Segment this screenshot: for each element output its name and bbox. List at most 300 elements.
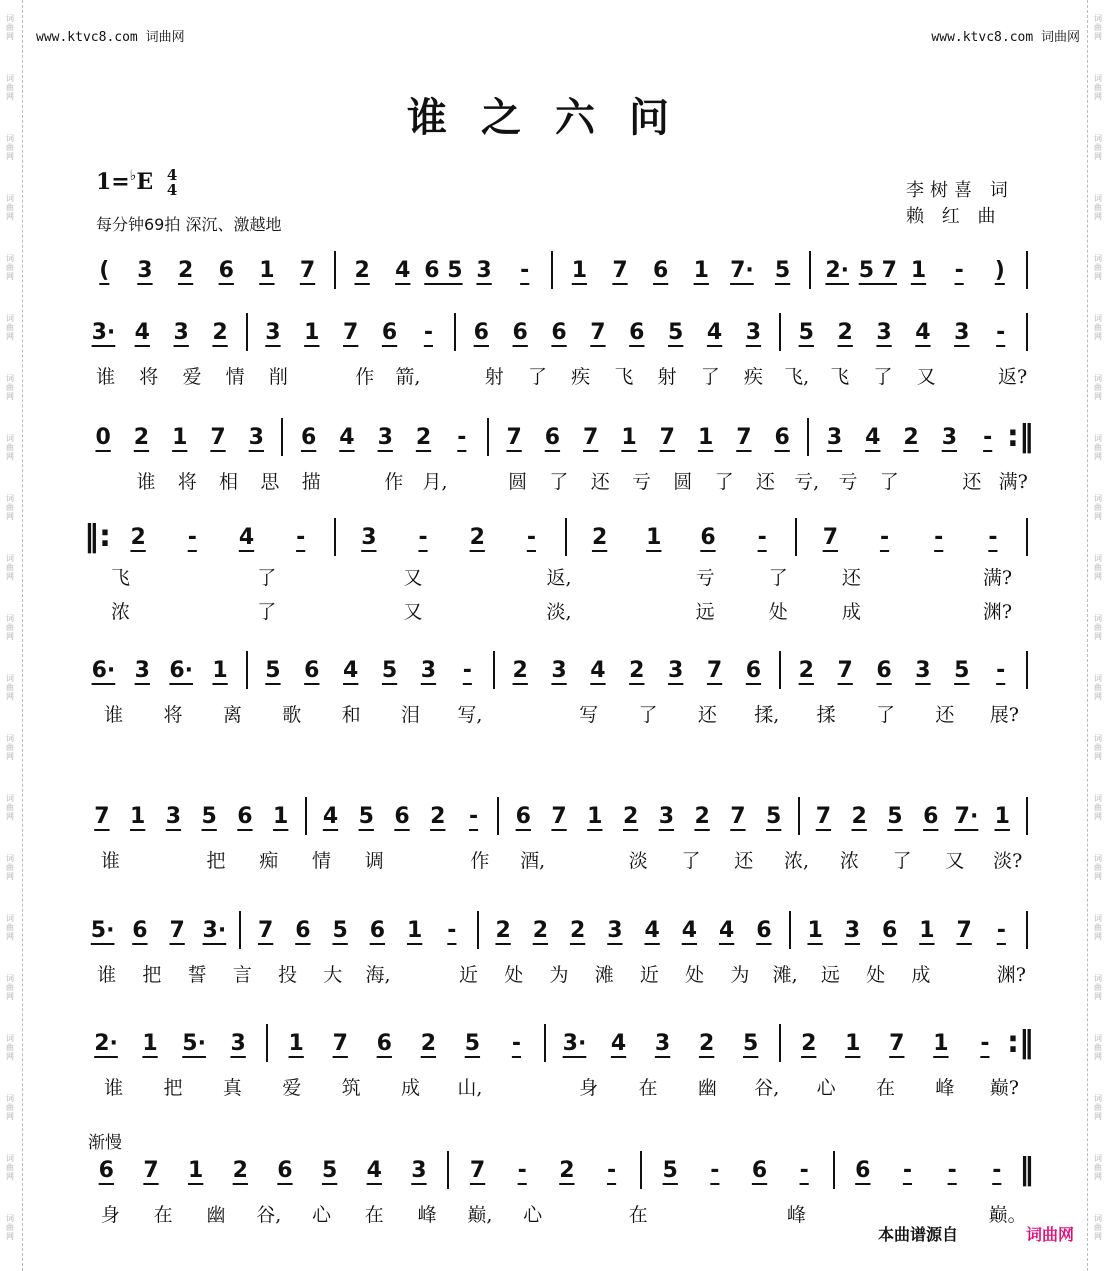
note: 1 — [646, 524, 662, 550]
note: 3 — [248, 424, 264, 450]
lyric-syllable — [596, 563, 669, 590]
lyric-syllable: 圆 — [508, 471, 528, 493]
bar-line — [493, 651, 495, 689]
note: 7 — [956, 917, 972, 943]
note: 3 — [745, 319, 762, 345]
lyric-syllable: 把 — [142, 964, 162, 986]
lyric-syllable: 调 — [364, 850, 384, 872]
lyric-syllable: 月, — [422, 471, 448, 493]
bar-line — [239, 911, 241, 949]
score-line — [84, 1023, 1034, 1099]
note: 7 — [469, 1157, 486, 1183]
lyric-syllable: 为 — [730, 964, 750, 986]
bar-line — [334, 518, 336, 556]
watermark-text: 词曲网 — [6, 1034, 14, 1061]
note: - — [799, 1157, 809, 1183]
score-line — [84, 517, 1034, 623]
note: 5 — [798, 319, 814, 345]
lyric-syllable: 满? — [982, 567, 1013, 589]
watermark-text: 词曲网 — [1094, 1034, 1102, 1061]
lyric-syllable: 大 — [323, 964, 343, 986]
note: 7 — [343, 319, 359, 345]
lyric-syllable: 山, — [457, 1077, 483, 1099]
note: - — [457, 424, 467, 450]
lyric-syllable: 言 — [232, 964, 252, 986]
lyric-syllable: 了 — [681, 850, 701, 872]
lyric-syllable: 处 — [768, 601, 788, 623]
note: 1 — [845, 1030, 861, 1056]
lyric-syllable: 谷, — [256, 1204, 282, 1226]
note: - — [988, 524, 998, 550]
lyric-syllable: 写, — [457, 704, 483, 726]
note: 7 — [94, 803, 110, 829]
lyric-syllable: 箭, — [395, 366, 421, 388]
note: 6 — [98, 1157, 114, 1183]
lyric-syllable — [84, 467, 125, 494]
right-margin-watermark — [1087, 0, 1110, 1271]
note: 2 — [430, 803, 446, 829]
note: 3 — [230, 1030, 246, 1056]
note: - — [423, 319, 433, 345]
watermark-text: 词曲网 — [6, 554, 14, 581]
watermark-text: 词曲网 — [1094, 914, 1102, 941]
lyrics-row — [84, 467, 1034, 494]
lyric-syllable: 又 — [403, 567, 423, 589]
lyric-syllable: 酒, — [520, 850, 546, 872]
note: 2 — [801, 1030, 817, 1056]
lyric-syllable: 飞 — [830, 366, 850, 388]
lyric-syllable: 为 — [549, 964, 569, 986]
bar-line — [544, 1024, 546, 1062]
key-signature — [96, 168, 177, 198]
key-note: E — [136, 169, 154, 195]
note: - — [526, 524, 536, 550]
note: 3 — [476, 257, 492, 283]
note: - — [520, 257, 530, 283]
note: 7 — [299, 257, 316, 283]
watermark-text: 词曲网 — [1094, 614, 1102, 641]
watermark-text: 词曲网 — [6, 494, 14, 521]
note: 6 — [512, 319, 528, 345]
note: 2 — [212, 319, 228, 345]
note: 2 — [837, 319, 853, 345]
notes-row — [84, 910, 1034, 950]
lyric-syllable: 谁 — [100, 850, 120, 872]
note: 2 — [622, 803, 639, 829]
lyric-syllable — [449, 597, 522, 624]
bar-line — [497, 797, 499, 835]
note: 2 — [177, 257, 194, 283]
note: - — [954, 257, 964, 283]
note: 3 — [826, 424, 843, 450]
lyric-syllable — [943, 960, 988, 987]
note: 7 — [506, 424, 522, 450]
notes-row — [84, 1150, 1034, 1190]
lyric-syllable: 将 — [177, 471, 197, 493]
bar-line — [809, 251, 811, 289]
note: 6 — [745, 657, 762, 683]
footer-brand[interactable]: 词曲网 — [1026, 1225, 1075, 1244]
note: 7 — [889, 1030, 905, 1056]
lyric-syllable: 离 — [222, 704, 242, 726]
watermark-text: 词曲网 — [1094, 974, 1102, 1001]
note: 3 — [420, 657, 437, 683]
note: 2 — [512, 657, 528, 683]
lyric-syllable: 誓 — [187, 964, 207, 986]
watermark-text: 词曲网 — [6, 314, 14, 341]
note: 2 — [591, 524, 608, 550]
watermark-text: 词曲网 — [6, 254, 14, 281]
bar-line — [305, 797, 307, 835]
note: 6 — [304, 657, 320, 683]
score-line — [84, 250, 1034, 310]
lyric-syllable: 在 — [628, 1204, 648, 1226]
note: 2 — [415, 424, 432, 450]
lyric-syllable: 成 — [911, 964, 931, 986]
note: 3· — [91, 319, 116, 345]
lyric-syllable — [137, 846, 190, 873]
watermark-text: 词曲网 — [6, 194, 14, 221]
lyric-syllable: 峰 — [935, 1077, 955, 1099]
note: 1 — [212, 657, 228, 683]
lyrics-row — [84, 846, 1034, 873]
lyric-syllable: 描 — [301, 471, 321, 493]
note: 1 — [933, 1030, 949, 1056]
lyrics-row — [84, 362, 1034, 389]
lyric-syllable — [449, 563, 522, 590]
watermark-text: 词曲网 — [6, 434, 14, 461]
bar-line — [477, 911, 479, 949]
lyric-syllable: 身 — [100, 1204, 120, 1226]
note: 4 — [610, 1030, 627, 1056]
lyric-syllable: 爱 — [282, 1077, 302, 1099]
lyric-syllable: 淡, — [546, 601, 572, 623]
lyric-syllable: 了 — [257, 601, 277, 623]
note: 1 — [693, 257, 709, 283]
note: 6 — [132, 917, 148, 943]
lyric-syllable: 心 — [523, 1204, 543, 1226]
note: - — [996, 917, 1006, 943]
watermark-text: 词曲网 — [6, 1094, 14, 1121]
lyric-syllable: 幽 — [697, 1077, 717, 1099]
note: 7 — [169, 917, 185, 943]
watermark-text: 词曲网 — [1094, 14, 1102, 41]
lyric-syllable: 谁 — [96, 366, 116, 388]
note: 1 — [259, 257, 275, 283]
note: - — [992, 1157, 1002, 1183]
lyric-syllable: 又 — [945, 850, 965, 872]
lyric-syllable: 远 — [820, 964, 840, 986]
watermark-text: 词曲网 — [1094, 854, 1102, 881]
note: - — [447, 917, 457, 943]
note: 5 — [265, 657, 281, 683]
note: 6 — [629, 319, 645, 345]
note: 7 — [612, 257, 628, 283]
lyrics-row — [84, 597, 1034, 624]
note: - — [462, 657, 472, 683]
note: 7 — [815, 803, 832, 829]
lyric-syllable — [157, 563, 230, 590]
note: 1 — [406, 917, 423, 943]
note: 7 — [822, 524, 838, 550]
note: 4 — [915, 319, 931, 345]
lyric-syllable: 巅。 — [988, 1204, 1027, 1226]
composer-credit: 赖 红 曲 — [906, 206, 1002, 227]
lyric-syllable: 疾 — [743, 366, 763, 388]
bar-line — [565, 518, 567, 556]
lyric-syllable: 浓, — [784, 850, 810, 872]
lyric-syllable — [430, 362, 473, 389]
watermark-text: 词曲网 — [1094, 374, 1102, 401]
note: 2 — [694, 803, 710, 829]
note: 3 — [551, 657, 567, 683]
note: 6 — [774, 424, 790, 450]
note: 2 — [629, 657, 645, 683]
lyric-syllable: 将 — [139, 366, 159, 388]
watermark-text: 词曲网 — [6, 374, 14, 401]
watermark-text: 词曲网 — [6, 914, 14, 941]
lyric-syllable: 思 — [260, 471, 280, 493]
note: 3 — [411, 1157, 427, 1183]
lyric-syllable: 射 — [657, 366, 677, 388]
note: - — [947, 1157, 957, 1183]
bar-line — [640, 1151, 642, 1189]
lyric-syllable: 真 — [222, 1077, 242, 1099]
bar-line — [487, 418, 489, 456]
song-title: 谁之六问 — [407, 94, 703, 141]
note: 6 — [237, 803, 253, 829]
lyric-syllable: 成 — [401, 1077, 421, 1099]
note: - — [511, 1030, 522, 1056]
note: 3 — [654, 1030, 671, 1056]
note: - — [606, 1157, 617, 1183]
note: 4 — [644, 917, 660, 943]
lyric-syllable: 峰 — [787, 1204, 807, 1226]
lyricist-credit: 李树喜 词 — [906, 180, 1014, 201]
lyric-syllable — [823, 1200, 876, 1227]
note: 5 — [662, 1157, 678, 1183]
lyric-syllable: 谁 — [136, 471, 156, 493]
note: 2 — [559, 1157, 575, 1183]
note: 6 — [295, 917, 311, 943]
note: 1 — [697, 424, 714, 450]
lyric-syllable: 了 — [700, 366, 720, 388]
bar-line — [1026, 651, 1028, 689]
note: 3 — [173, 319, 189, 345]
note: 3 — [134, 657, 150, 683]
lyric-syllable: 幽 — [206, 1204, 226, 1226]
bar-line — [281, 418, 283, 456]
notes-row — [84, 796, 1034, 836]
note: 7 — [659, 424, 675, 450]
note: 4 — [718, 917, 735, 943]
lyric-syllable: 还 — [590, 471, 610, 493]
lyric-syllable: 痴 — [259, 850, 279, 872]
lyric-syllable: 又 — [916, 366, 936, 388]
note: 4 — [865, 424, 881, 450]
lyric-syllable: 又 — [403, 601, 423, 623]
note: 1 — [919, 917, 935, 943]
bar-line — [1026, 911, 1028, 949]
lyric-syllable: 泪 — [401, 704, 421, 726]
note: 7 — [332, 1030, 348, 1056]
bar-line — [807, 418, 809, 456]
note: 3 — [377, 424, 393, 450]
lyric-syllable: 还 — [755, 471, 775, 493]
lyric-syllable: 远 — [695, 601, 715, 623]
time-bottom: 4 — [166, 181, 178, 199]
watermark-text: 词曲网 — [6, 854, 14, 881]
header-site-right[interactable]: www.ktvc8.com 词曲网 — [931, 30, 1080, 45]
note: - — [517, 1157, 527, 1183]
lyric-syllable: 谁 — [104, 1077, 124, 1099]
note: 3 — [668, 657, 684, 683]
lyric-syllable — [910, 467, 951, 494]
note: 6 — [544, 424, 561, 450]
watermark-text: 词曲网 — [1094, 134, 1102, 161]
lyric-syllable: 近 — [639, 964, 659, 986]
time-top: 4 — [166, 166, 178, 184]
lyric-syllable: 写 — [579, 704, 599, 726]
watermark-text: 词曲网 — [1094, 74, 1102, 101]
bar-line — [1026, 518, 1028, 556]
lyric-syllable: 了 — [873, 366, 893, 388]
lyric-syllable: 返? — [997, 366, 1028, 388]
note: 3 — [361, 524, 377, 550]
lyric-syllable: 处 — [504, 964, 524, 986]
score-line — [84, 796, 1034, 872]
lyric-syllable: 揉, — [754, 704, 780, 726]
note: 5 — [332, 917, 348, 943]
lyric-syllable — [559, 1200, 612, 1227]
note: 1 — [910, 257, 927, 283]
note: 2 — [851, 803, 867, 829]
notes-row — [84, 1023, 1034, 1063]
lyrics-row — [84, 563, 1034, 590]
note: - — [980, 1030, 990, 1056]
note: 6 — [751, 1157, 768, 1183]
note: 3 — [954, 319, 970, 345]
score-line — [84, 1150, 1035, 1226]
lyric-syllable: 在 — [153, 1204, 173, 1226]
bar-line — [447, 1151, 449, 1189]
note: 6· — [91, 657, 116, 683]
repeat-sign: ‖: — [84, 519, 111, 554]
bar-line — [795, 518, 797, 556]
lyric-syllable: 巅? — [989, 1077, 1019, 1099]
note: - — [983, 424, 993, 450]
note: 7· — [954, 803, 979, 829]
note: 5 — [743, 1030, 759, 1056]
lyric-syllable: 还 — [841, 567, 861, 589]
lyric-syllable: 在 — [876, 1077, 896, 1099]
notes-row — [84, 417, 1034, 457]
lyric-syllable: 滩, — [772, 964, 798, 986]
note: 4 — [590, 657, 606, 683]
note: 3 — [876, 319, 892, 345]
lyric-syllable: 作 — [470, 850, 490, 872]
lyric-syllable: 海, — [365, 964, 391, 986]
note: 1 — [142, 1030, 158, 1056]
lyric-syllable: 浓 — [111, 601, 131, 623]
note: 6 — [376, 1030, 392, 1056]
note: - — [996, 657, 1006, 683]
lyric-syllable: 相 — [219, 471, 239, 493]
note: 3 — [658, 803, 675, 829]
note: 3 — [844, 917, 861, 943]
lyric-syllable: 射 — [484, 366, 504, 388]
note: 1 — [571, 257, 588, 283]
note: - — [879, 524, 890, 550]
note: 5 — [766, 803, 782, 829]
note: 7· — [730, 257, 754, 283]
lyric-syllable: 展? — [989, 704, 1019, 726]
time-signature — [167, 168, 177, 198]
note: 4 — [366, 1157, 382, 1183]
note: 3 — [265, 319, 281, 345]
bar-line — [1026, 251, 1028, 289]
note: - — [902, 1157, 913, 1183]
watermark-text: 词曲网 — [1094, 434, 1102, 461]
lyric-syllable — [888, 597, 961, 624]
repeat-sign: ‖ — [1019, 1152, 1035, 1187]
note: 4 — [706, 319, 723, 345]
lyric-syllable: 还 — [962, 471, 982, 493]
watermark-text: 词曲网 — [6, 974, 14, 1001]
note: 6 — [923, 803, 939, 829]
lyric-syllable — [303, 563, 376, 590]
note: 1 — [621, 424, 637, 450]
score-line — [84, 312, 1034, 388]
note: 6 — [218, 257, 234, 283]
lyric-syllable: 亏 — [695, 567, 715, 589]
note: 7 — [736, 424, 752, 450]
note: 2 — [232, 1157, 248, 1183]
lyric-syllable: 巅, — [467, 1204, 493, 1226]
note: - — [996, 319, 1006, 345]
watermark-text: 词曲网 — [6, 14, 14, 41]
watermark-text: 词曲网 — [1094, 554, 1102, 581]
watermark-text: 词曲网 — [1094, 794, 1102, 821]
note: 6 — [881, 917, 898, 943]
lyric-syllable: 情 — [225, 366, 245, 388]
lyric-syllable: 爱 — [182, 366, 202, 388]
tempo-marking: 每分钟69拍 深沉、激越地 — [96, 215, 282, 234]
lyric-syllable: 将 — [163, 704, 183, 726]
watermark-text: 词曲网 — [6, 1214, 14, 1241]
note: 7 — [730, 803, 746, 829]
lyric-syllable: 飞 — [111, 567, 131, 589]
score-line — [84, 650, 1034, 726]
lyric-syllable: 亏 — [632, 471, 652, 493]
note: 7 — [583, 424, 599, 450]
watermark-text: 词曲网 — [1094, 734, 1102, 761]
lyric-syllable: 峰 — [417, 1204, 437, 1226]
notes-row — [84, 250, 1034, 290]
header-site-left[interactable]: www.ktvc8.com 词曲网 — [36, 30, 185, 45]
note: 7 — [590, 319, 606, 345]
bar-line — [551, 251, 553, 289]
lyric-syllable: 浓 — [839, 850, 859, 872]
note: 6 — [876, 657, 892, 683]
lyric-syllable — [500, 1073, 559, 1100]
lyrics-row — [84, 960, 1034, 987]
lyric-syllable: 处 — [866, 964, 886, 986]
lyric-syllable: 心 — [816, 1077, 836, 1099]
note: 5· — [90, 917, 115, 943]
lyric-syllable: 渊? — [996, 964, 1026, 986]
note: 0 — [95, 424, 111, 450]
